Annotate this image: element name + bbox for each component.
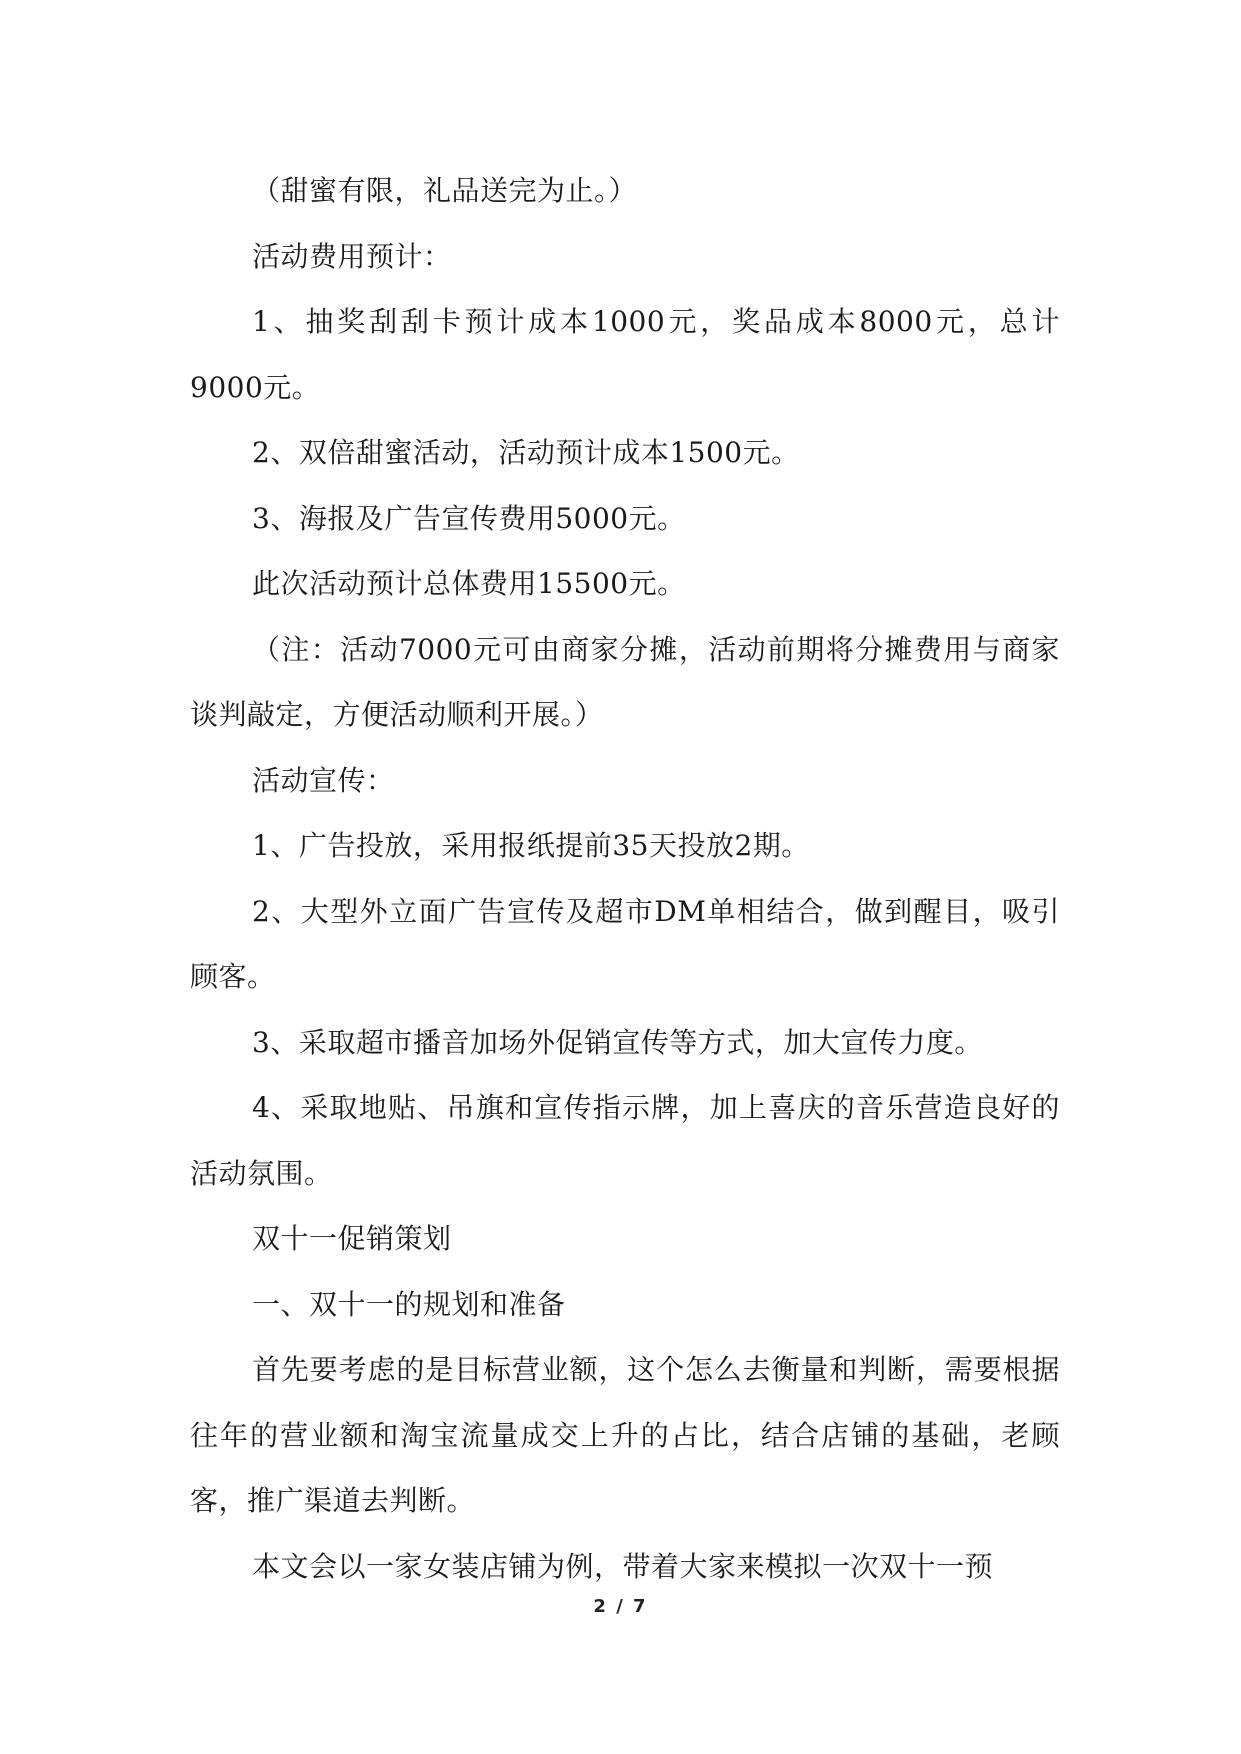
paragraph: 1、广告投放，采用报纸提前35天投放2期。 xyxy=(252,829,810,862)
paragraph: 活动宣传： xyxy=(252,763,395,797)
paragraph: 3、采取超市播音加场外促销宣传等方式，加大宣传力度。 xyxy=(252,1025,983,1059)
document-body xyxy=(190,158,1060,1599)
paragraph: 活动费用预计： xyxy=(252,239,452,273)
page-number: 2 / 7 xyxy=(593,1596,648,1617)
paragraph: 本文会以一家女装店铺为例，带着大家来模拟一次双十一预 xyxy=(252,1549,994,1583)
paragraph: （注：活动7000元可由商家分摊，活动前期将分摊费用与商家谈判敲定，方便活动顺利开展。） xyxy=(190,632,1060,731)
paragraph: 3、海报及广告宣传费用5000元。 xyxy=(252,501,686,535)
paragraph: 2、大型外立面广告宣传及超市DM单相结合，做到醒目，吸引顾客。 xyxy=(190,894,1060,993)
subsection-heading: 一、双十一的规划和准备 xyxy=(252,1287,566,1321)
paragraph: 首先要考虑的是目标营业额，这个怎么去衡量和判断，需要根据往年的营业额和淘宝流量成交上升的占比，结合店铺的基础，老顾客，推广渠道去判断。 xyxy=(190,1353,1060,1517)
section-heading: 双十一促销策划 xyxy=(252,1222,452,1255)
paragraph: 2、双倍甜蜜活动，活动预计成本1500元。 xyxy=(252,436,800,469)
paragraph: 此次活动预计总体费用15500元。 xyxy=(252,567,686,600)
paragraph: （甜蜜有限，礼品送完为止。） xyxy=(252,174,638,207)
paragraph: 4、采取地贴、吊旗和宣传指示牌，加上喜庆的音乐营造良好的活动氛围。 xyxy=(190,1091,1060,1190)
paragraph: 1、抽奖刮刮卡预计成本1000元，奖品成本8000元，总计9000元。 xyxy=(190,305,1060,404)
